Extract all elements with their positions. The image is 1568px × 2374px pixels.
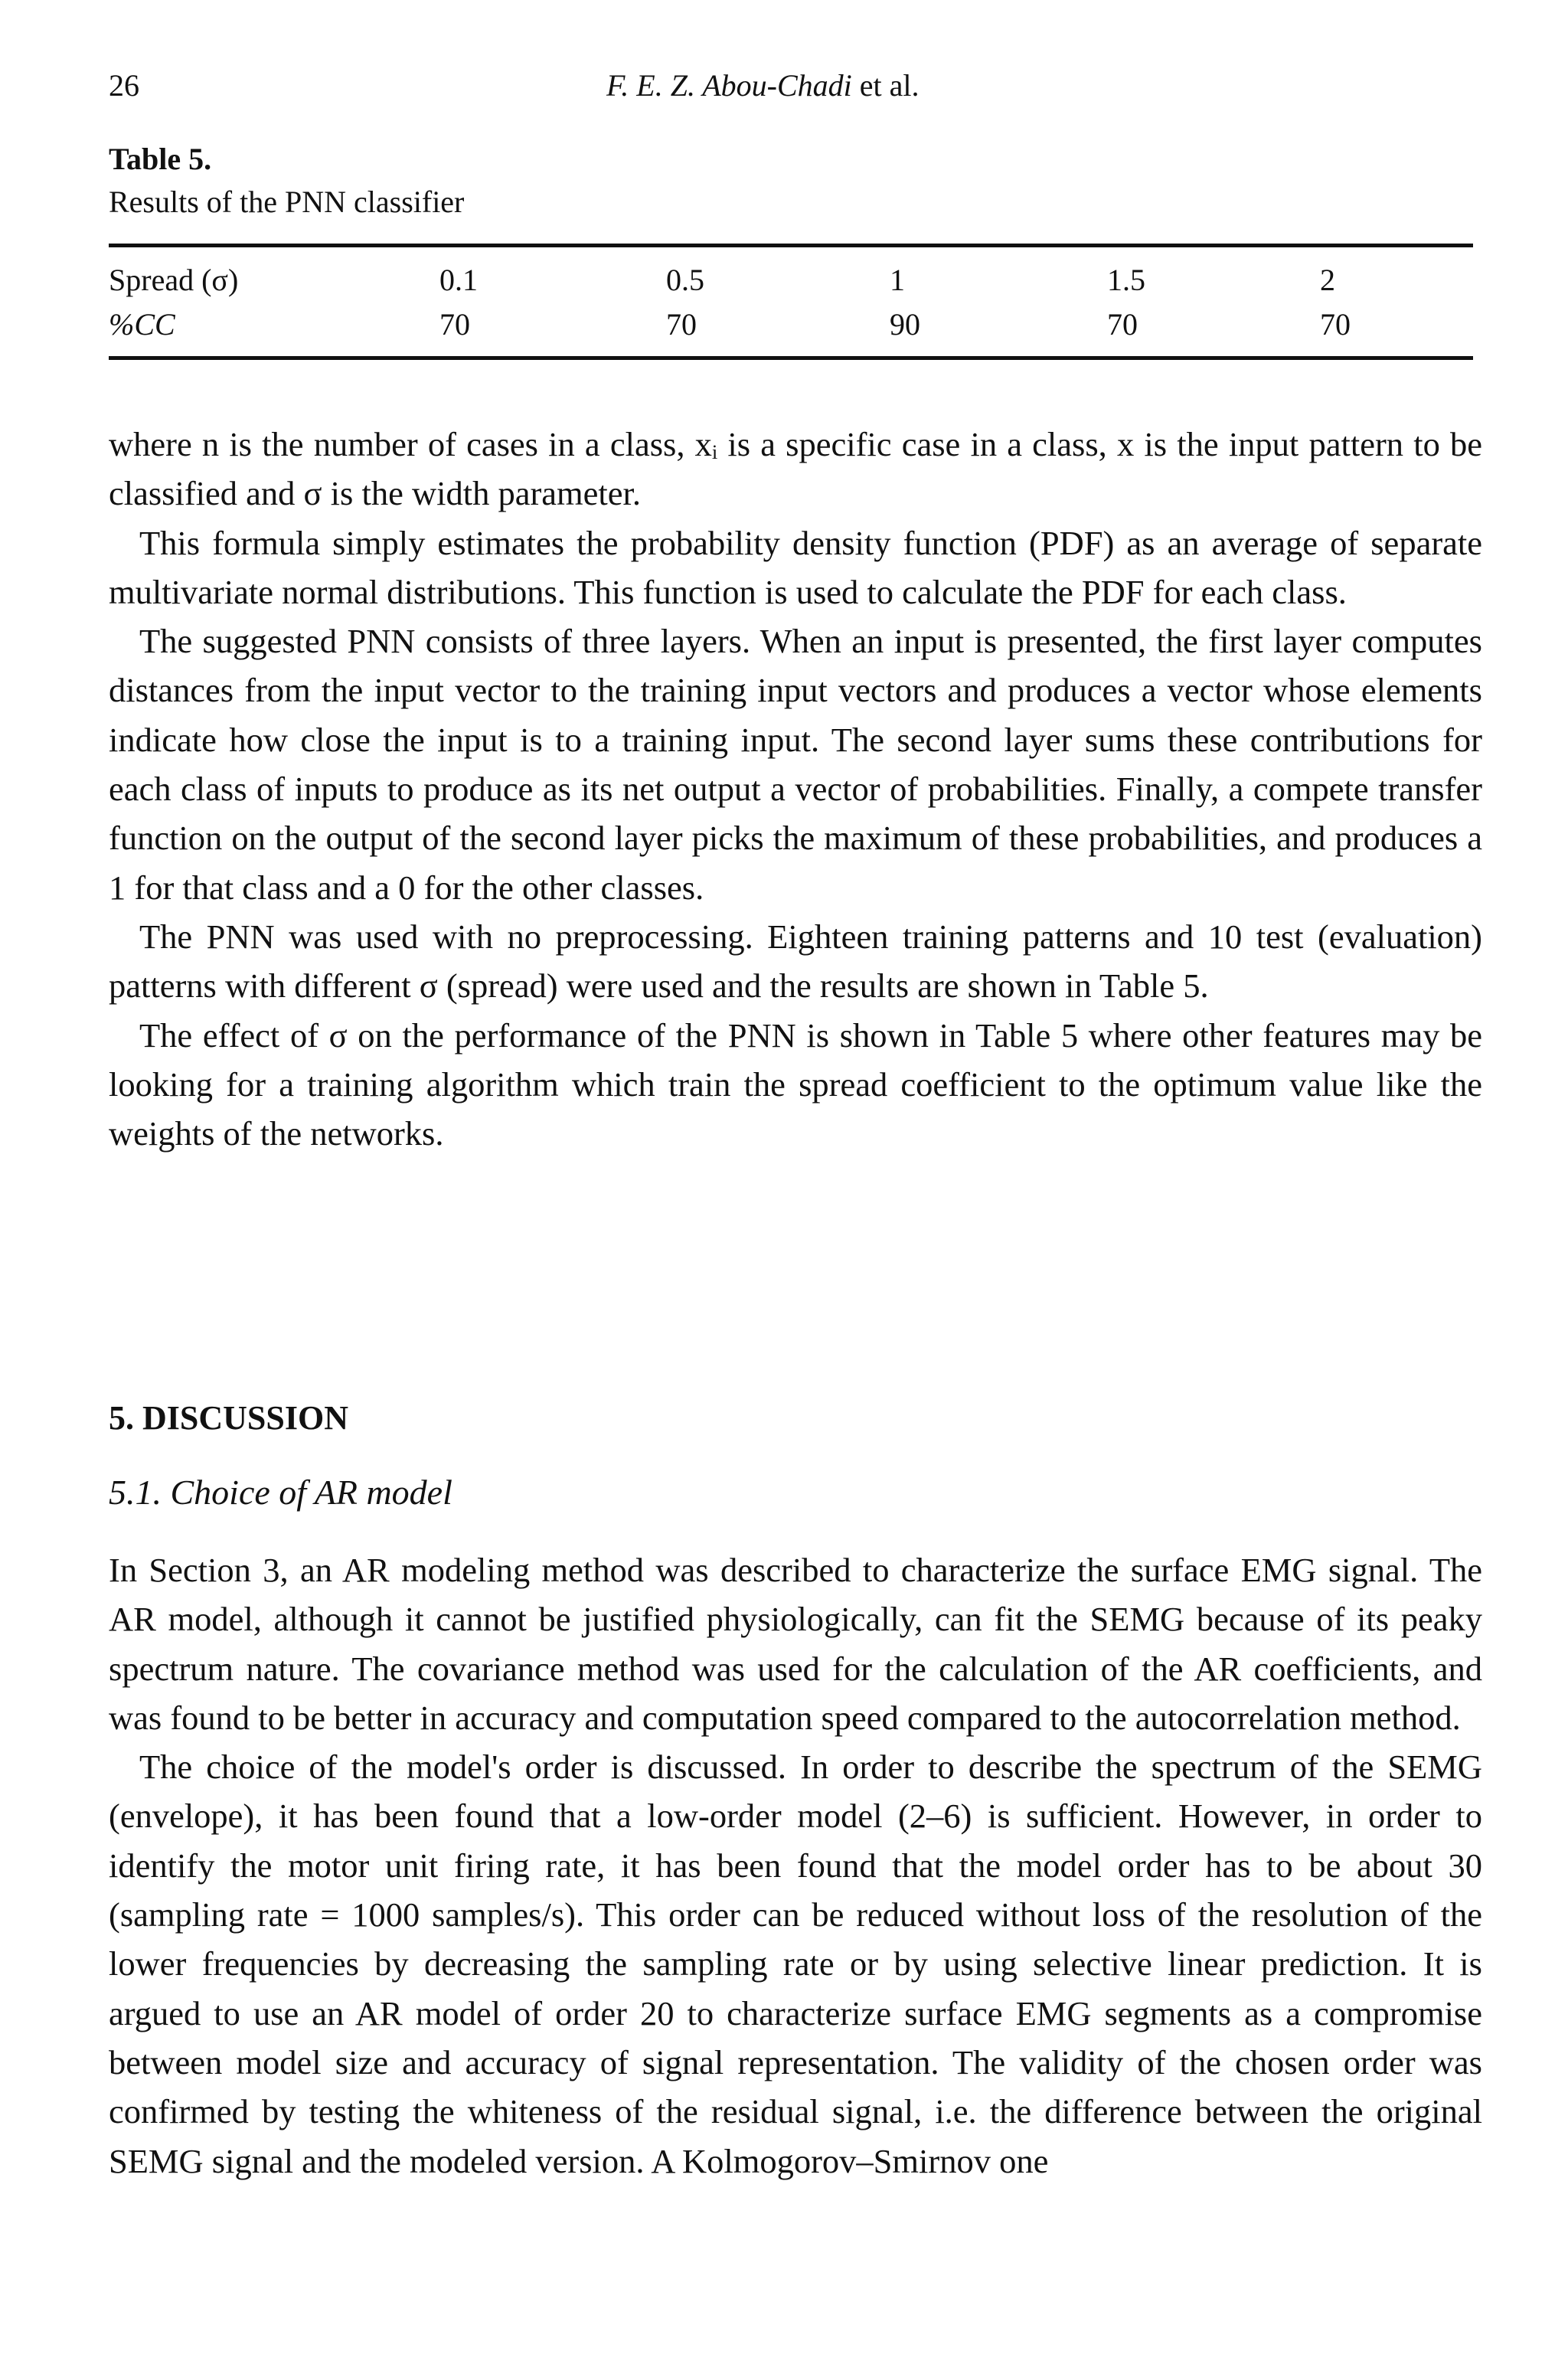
running-head <box>606 67 920 103</box>
paragraph: The choice of the model's order is discussed. In order to describe the spectrum of the SEMG (envelope), it has been found that a low-order model (2–6) is sufficient. However, in order to identify the motor unit firing rate, it has been found that the model order has to be about 30 (sampling rate = 1000 samples/s). This order can be reduced without loss of the resolution of the lower frequencies by decreasing the sampling rate or by using selective linear prediction. It is argued to use an AR model of order 20 to characterize surface EMG segments as a compromise between model size and accuracy of signal representation. The validity of the chosen order was confirmed by testing the whiteness of the residual signal, i.e. the difference between the original SEMG signal and the modeled version. A Kolmogorov–Smirnov one <box>109 1748 1482 2180</box>
table-caption-text: Results of the PNN classifier <box>109 185 465 219</box>
page-number: 26 <box>109 68 139 103</box>
paragraph: where n is the number of cases in a class, xᵢ is a specific case in a class, x is the input pattern to be classified and σ is the width parameter. <box>109 425 1482 513</box>
paragraph: This formula simply estimates the probability density function (PDF) as an average of separate multivariate normal distributions. This function is used to calculate the PDF for each class. <box>109 523 1482 611</box>
table-cell: 70 <box>666 307 697 342</box>
body-text-before <box>109 420 1482 1158</box>
table-cell: 1.5 <box>1107 263 1145 297</box>
paragraph: The suggested PNN consists of three layers. When an input is presented, the first layer computes distances from the input vector to the training input vectors and produces a vector whose elements indicate how close the input is to a training input. The second layer sums these contributions for each class of inputs to produce as its net output a vector of probabilities. Finally, a compete transfer function on the output of the second layer picks the maximum of these probabilities, and produces a 1 for that class and a 0 for the other classes. <box>109 622 1482 907</box>
table-cell: 90 <box>890 307 920 342</box>
table-cell: %CC <box>109 307 175 342</box>
table-cell: 0.5 <box>666 263 704 297</box>
section-heading: 5. DISCUSSION <box>109 1399 348 1437</box>
body-text-after <box>109 1545 1482 2186</box>
table-label: Table 5. <box>109 142 212 176</box>
results-table <box>109 258 1473 347</box>
paragraph: The PNN was used with no preprocessing. Eighteen training patterns and 10 test (evaluation) patterns with different σ (spread) were used and the results are shown in Table 5. <box>109 917 1482 1006</box>
table-cell: 0.1 <box>439 263 478 297</box>
paragraph: In Section 3, an AR modeling method was described to characterize the surface EMG signal. The AR model, although it cannot be justified physiologically, can fit the SEMG because of its peaky spectrum nature. The covariance method was used for the calculation of the AR coefficients, and was found to be better in accuracy and computation speed compared to the autocorrelation method. <box>109 1551 1482 1737</box>
running-head-authors: F. E. Z. Abou-Chadi <box>606 68 852 103</box>
table-cell: 70 <box>439 307 470 342</box>
table-bottom-rule <box>109 356 1473 360</box>
paragraph: The effect of σ on the performance of the PNN is shown in Table 5 where other features may be looking for a training algorithm which train the spread coefficient to the optimum value like the weights of the networks. <box>109 1015 1482 1153</box>
table-cell: 70 <box>1107 307 1138 342</box>
results-table-block <box>109 244 1473 360</box>
table-cell: 1 <box>890 263 905 297</box>
table-cell: 70 <box>1320 307 1351 342</box>
running-head-suffix: et al. <box>851 68 920 103</box>
table-top-rule <box>109 244 1473 247</box>
table-cell: Spread (σ) <box>109 263 239 297</box>
table-row <box>109 302 1473 347</box>
subsection-heading: 5.1. Choice of AR model <box>109 1473 452 1512</box>
page-header <box>109 67 1482 113</box>
table-caption <box>109 138 464 224</box>
table-cell: 2 <box>1320 263 1335 297</box>
table-row <box>109 258 1473 302</box>
